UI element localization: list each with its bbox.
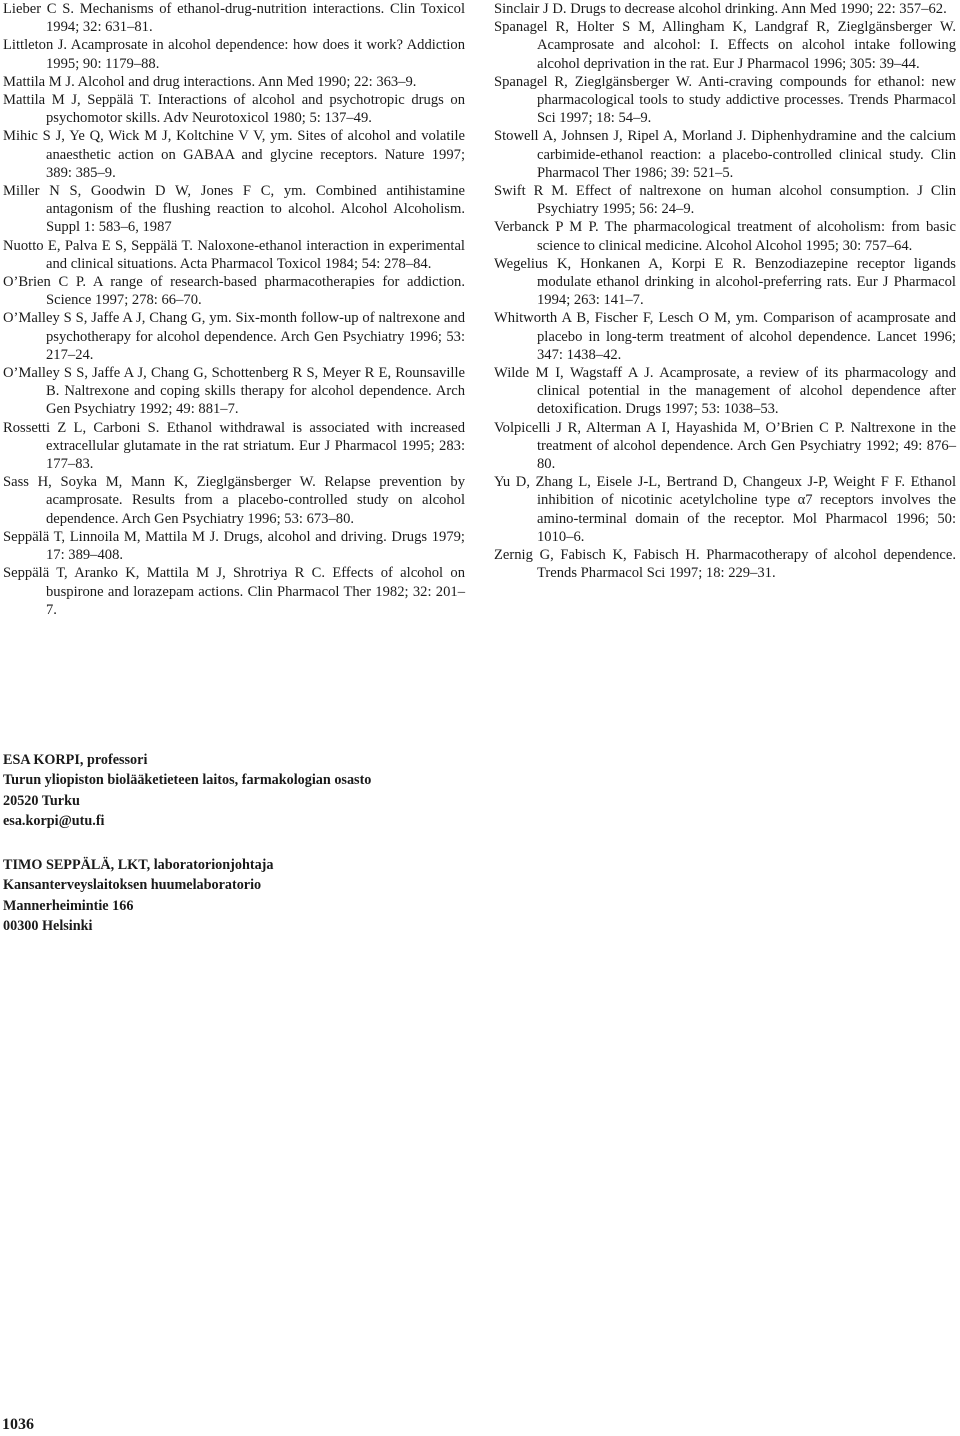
reference-item: O’Malley S S, Jaffe A J, Chang G, Schottenberg R S, Meyer R E, Rounsaville B. Naltrexone and coping skills therapy for alcohol dependence. Arch Gen Psychiatry 1992; 49: 881–7.	[3, 365, 465, 418]
reference-item: Miller N S, Goodwin D W, Jones F C, ym. Combined antihistamine antagonism of the flushing reaction to alcohol. Alcohol Alcoholism. Suppl 1: 583–6, 1987	[3, 183, 465, 236]
reference-item: Sass H, Soyka M, Mann K, Zieglgänsberger W. Relapse prevention by acamprosate. Results from a placebo-controlled study on alcohol dependence. Arch Gen Psychiatry 1996; 53: 673–80.	[3, 474, 465, 527]
author-name-title: TIMO SEPPÄLÄ, LKT, laboratorionjohtaja	[3, 857, 274, 874]
reference-item: Swift R M. Effect of naltrexone on human alcohol consumption. J Clin Psychiatry 1995; 56: 24–9.	[494, 183, 956, 218]
references-right-column	[494, 0, 956, 583]
author-email: esa.korpi@utu.fi	[3, 812, 105, 829]
reference-item: Rossetti Z L, Carboni S. Ethanol withdrawal is associated with increased extracellular glutamate in the rat striatum. Eur J Pharmacol 1995; 283: 177–83.	[3, 419, 465, 473]
reference-item: Stowell A, Johnsen J, Ripel A, Morland J. Diphenhydramine and the calcium carbimide-ethanol reaction: a placebo-controlled clinical study. Clin Pharmacol Ther 1986; 39: 521–5.	[494, 128, 956, 181]
author-city: 00300 Helsinki	[3, 918, 93, 935]
author-address: 20520 Turku	[3, 792, 80, 809]
reference-item: Seppälä T, Linnoila M, Mattila M J. Drugs, alcohol and driving. Drugs 1979; 17: 389–408.	[3, 528, 465, 564]
author-name-title: ESA KORPI, professori	[3, 752, 148, 768]
reference-item: Mattila M J, Seppälä T. Interactions of alcohol and psychotropic drugs on psychomotor skills. Adv Neurotoxicol 1980; 5: 137–49.	[3, 92, 465, 127]
author-info	[3, 750, 603, 960]
reference-item: Sinclair J D. Drugs to decrease alcohol drinking. Ann Med 1990; 22: 357–62.	[494, 1, 947, 17]
reference-item: Volpicelli J R, Alterman A I, Hayashida M, O’Brien C P. Naltrexone in the treatment of alcohol dependence. Arch Gen Psychiatry 1992; 49: 876–80.	[494, 419, 956, 473]
reference-item: Nuotto E, Palva E S, Seppälä T. Naloxone-ethanol interaction in experimental and clinical situations. Acta Pharmacol Toxicol 1984; 54: 278–84.	[3, 237, 465, 272]
author-block	[3, 750, 603, 831]
page-number: 1036	[2, 1416, 34, 1433]
reference-item: Mihic S J, Ye Q, Wick M J, Koltchine V V, ym. Sites of alcohol and volatile anaesthetic action on GABAA and glycine receptors. Nature 1997; 389: 385–9.	[3, 128, 465, 181]
reference-item: Lieber C S. Mechanisms of ethanol-drug-nutrition interactions. Clin Toxicol 1994; 32: 631–81.	[3, 1, 465, 36]
reference-item: Yu D, Zhang L, Eisele J-L, Bertrand D, Changeux J-P, Weight F F. Ethanol inhibition of nicotinic acetylcholine type α7 receptors involves the amino-terminal domain of the receptor. Mol Pharmacol 1996; 50: 1010–6.	[494, 474, 956, 545]
reference-item: O’Malley S S, Jaffe A J, Chang G, ym. Six-month follow-up of naltrexone and psychotherapy for alcohol dependence. Arch Gen Psychiatry 1996; 53: 217–24.	[3, 310, 465, 363]
reference-item: Verbanck P M P. The pharmacological treatment of alcoholism: from basic science to clinical medicine. Alcohol Alcohol 1995; 30: 757–64.	[494, 219, 956, 254]
reference-item: Littleton J. Acamprosate in alcohol dependence: how does it work? Addiction 1995; 90: 1179–88.	[3, 37, 465, 72]
reference-item: Wegelius K, Honkanen A, Korpi E R. Benzodiazepine receptor ligands modulate ethanol drinking in alcohol-preferring rats. Eur J Pharmacol 1994; 263: 141–7.	[494, 255, 956, 309]
reference-item: Seppälä T, Aranko K, Mattila M J, Shrotriya R C. Effects of alcohol on buspirone and lorazepam actions. Clin Pharmacol Ther 1982; 32: 201–7.	[3, 565, 465, 618]
author-address: Mannerheimintie 166	[3, 897, 134, 914]
reference-item: Spanagel R, Holter S M, Allingham K, Landgraf R, Zieglgänsberger W. Acamprosate and alcohol: I. Effects on alcohol intake following alcohol deprivation in the rat. Eur J Pharmacol 1996; 305: 39–44.	[494, 19, 956, 72]
reference-item: Zernig G, Fabisch K, Fabisch H. Pharmacotherapy of alcohol dependence. Trends Pharmacol Sci 1997; 18: 229–31.	[494, 547, 956, 582]
reference-item: Mattila M J. Alcohol and drug interactions. Ann Med 1990; 22: 363–9.	[3, 73, 417, 90]
reference-item: Spanagel R, Zieglgänsberger W. Anti-craving compounds for ethanol: new pharmacological tools to study addictive processes. Trends Pharmacol Sci 1997; 18: 54–9.	[494, 73, 956, 127]
reference-item: Wilde M I, Wagstaff A J. Acamprosate, a review of its pharmacology and clinical potential in the management of alcohol dependence after detoxification. Drugs 1997; 53: 1038–53.	[494, 365, 956, 418]
author-affiliation: Turun yliopiston biolääketieteen laitos, farmakologian osasto	[3, 772, 372, 789]
author-affiliation: Kansanterveyslaitoksen huumelaboratorio	[3, 877, 262, 894]
references-left-column	[3, 0, 465, 619]
reference-item: O’Brien C P. A range of research-based pharmacotherapies for addiction. Science 1997; 278: 66–70.	[3, 274, 465, 309]
reference-item: Whitworth A B, Fischer F, Lesch O M, ym. Comparison of acamprosate and placebo in long-term treatment of alcohol dependence. Lancet 1996; 347: 1438–42.	[494, 310, 956, 363]
author-block	[3, 855, 603, 936]
